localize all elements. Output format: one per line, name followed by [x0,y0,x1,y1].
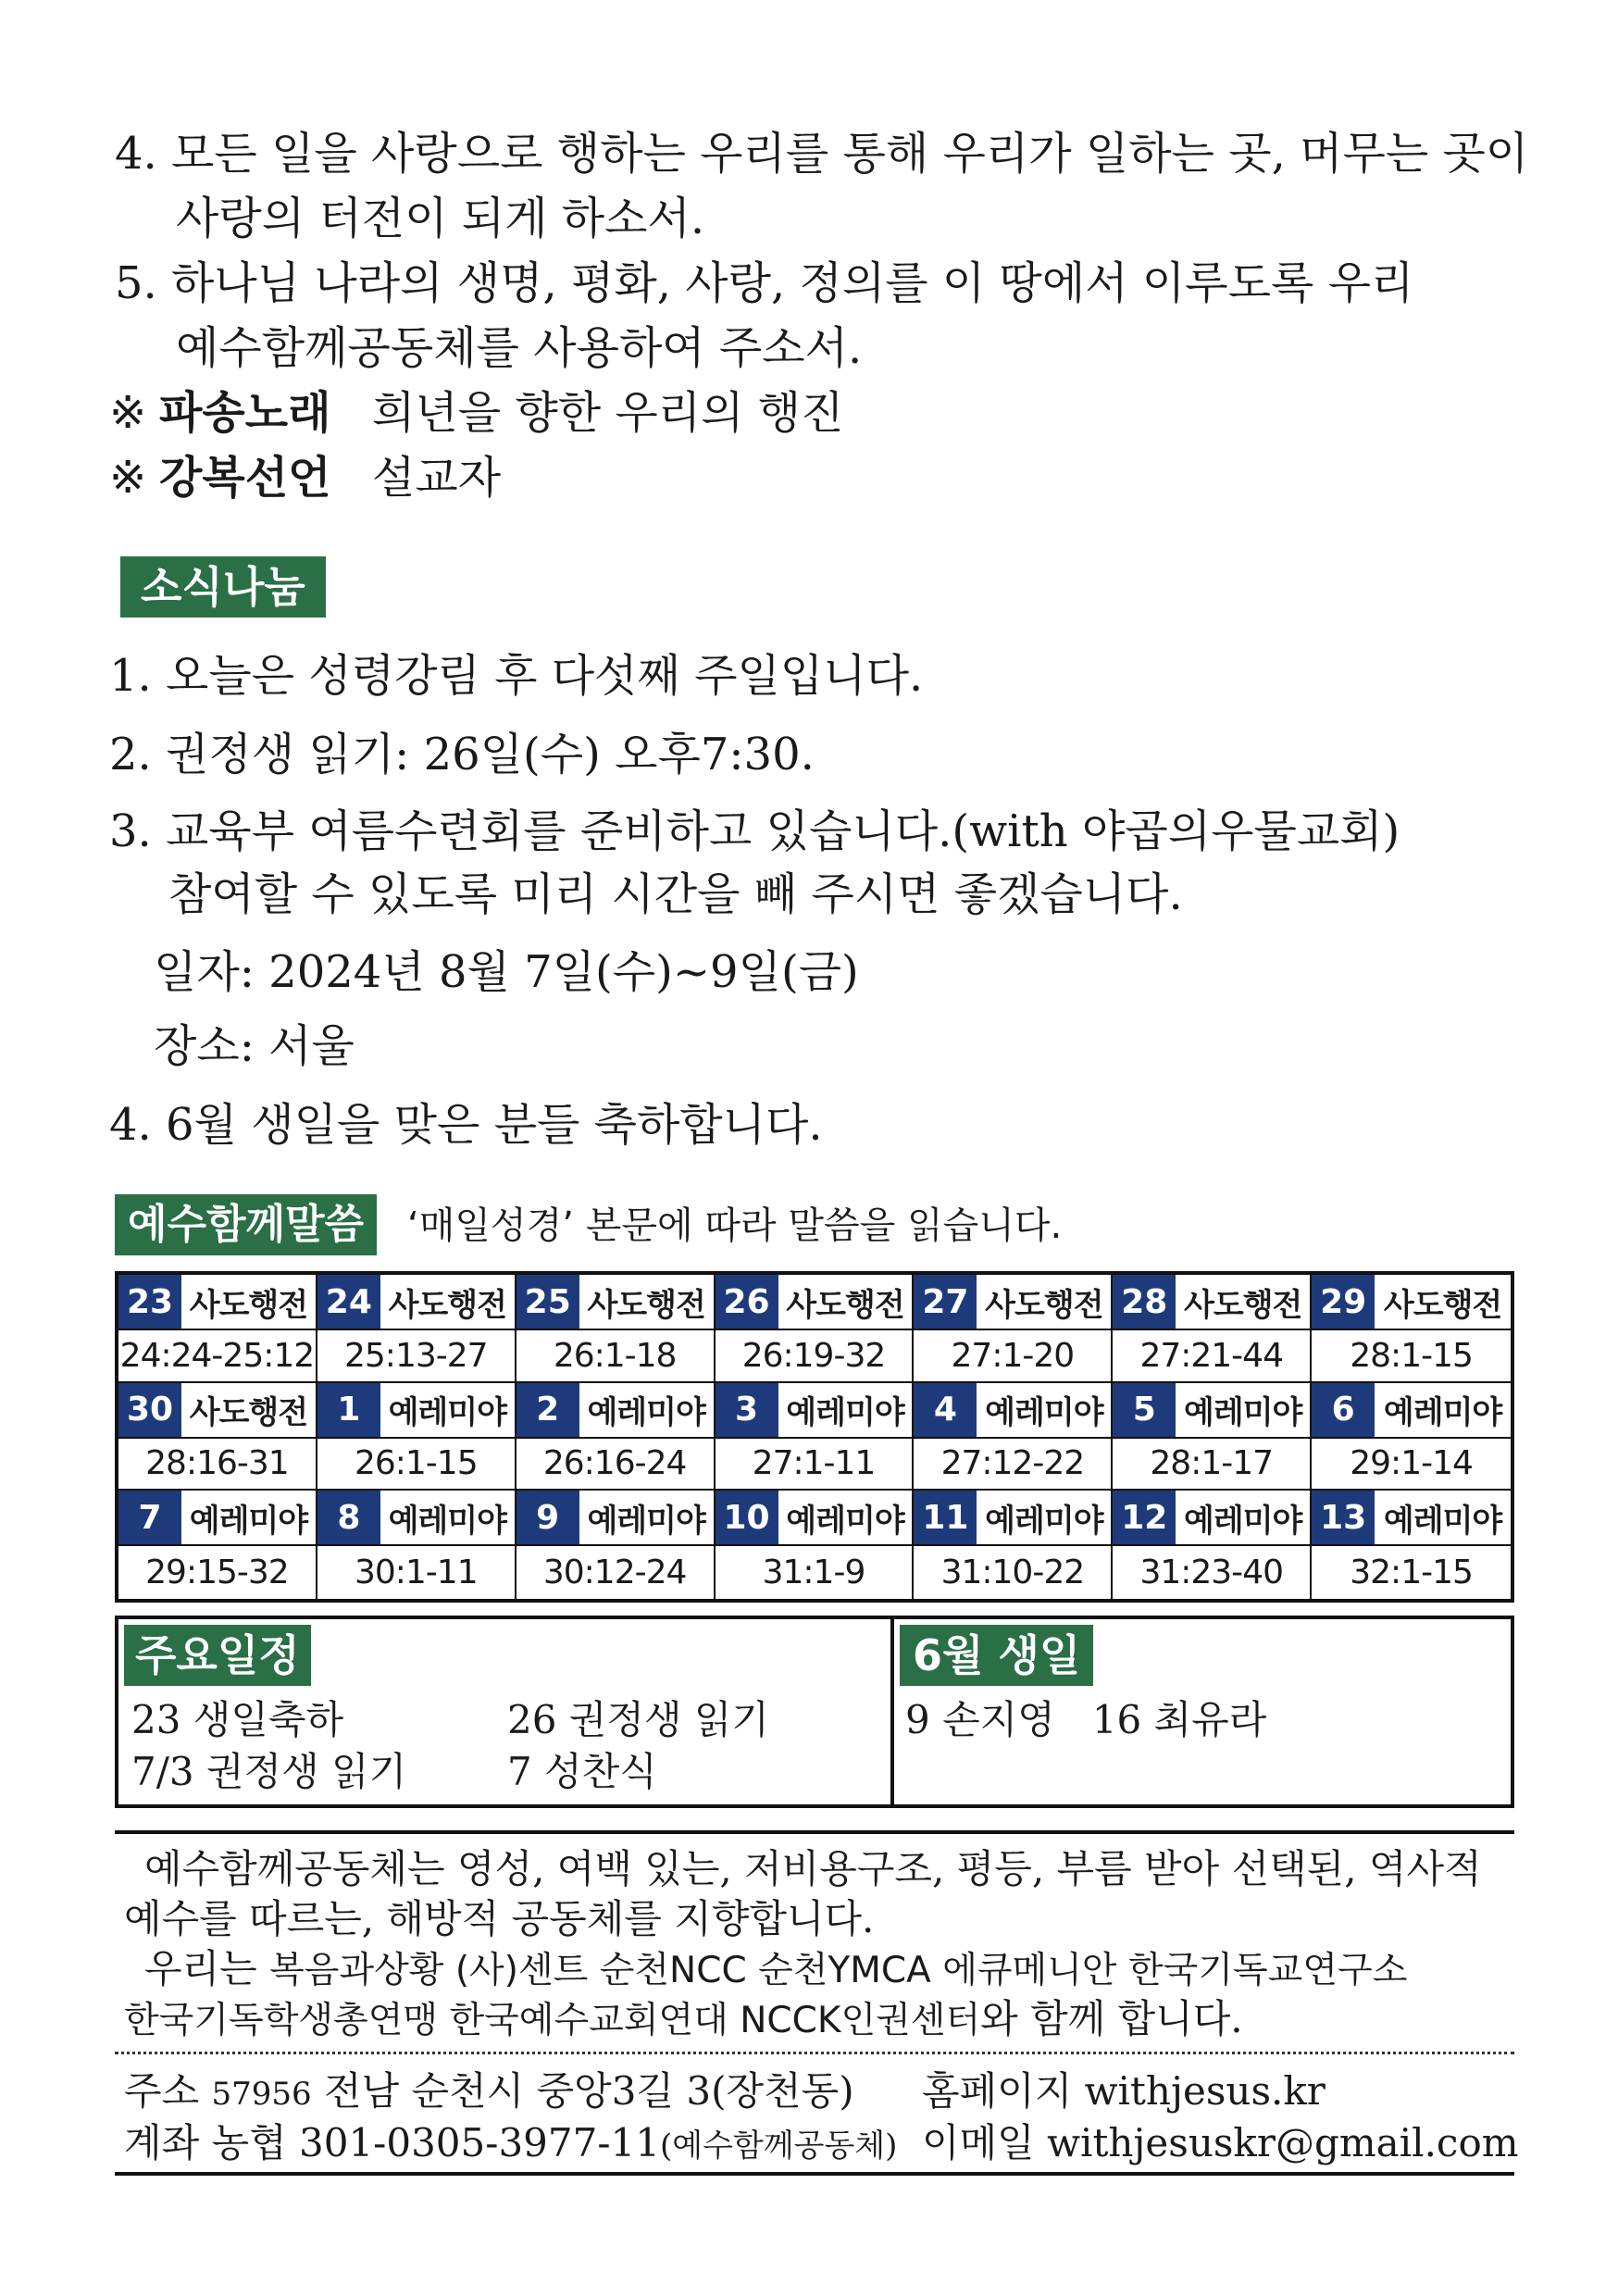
reading-cell-header [914,1275,1111,1330]
partners-prefix: 우리는 [144,1946,257,1991]
account-label: 계좌 [124,2120,200,2165]
reading-book: 예레미야 [985,1394,1103,1432]
email-label: 이메일 [922,2120,1035,2165]
reading-cell-header [118,1491,316,1546]
address: 전남 순천시 중앙3길 3(장천동) [324,2068,854,2114]
reading-verse: 29:1-14 [1350,1444,1473,1483]
readings-heading: 예수함께말씀 [115,1194,377,1255]
readings-note: ‘매일성경’ 본문에 따라 말씀을 읽습니다. [407,1204,1063,1247]
reading-cell-header [1312,1383,1511,1439]
reading-day: 11 [914,1491,977,1544]
reading-cell-header [1312,1491,1511,1546]
reading-book: 예레미야 [388,1394,506,1432]
reading-book: 예레미야 [1184,1502,1302,1540]
reading-book: 예레미야 [786,1502,904,1540]
homepage-label: 홈페이지 [922,2068,1073,2114]
news-item-1: 1. 오늘은 성령강림 후 다섯째 주일입니다. [109,650,924,702]
reading-day: 5 [1113,1383,1176,1437]
mission-line-1: 예수함께공동체는 영성, 여백 있는, 저비용구조, 평등, 부름 받아 선택된, 역사적 [144,1846,1482,1891]
schedule-item: 26 권정생 읽기 [507,1697,770,1742]
bottom-rule [115,2172,1514,2176]
reading-cell [716,1383,915,1491]
reading-book: 예레미야 [985,1502,1103,1540]
prayer-line-5-cont: 예수함께공동체를 사용하여 주소서. [176,322,863,374]
news-item-2: 2. 권정생 읽기: 26일(수) 오후7:30. [109,729,815,780]
reading-day: 2 [517,1383,579,1437]
reading-cell-header [517,1383,714,1439]
rubric-title: 파송노래 [159,387,331,439]
rubric-title: 강복선언 [159,452,331,504]
reading-verse: 30:1-11 [354,1554,478,1592]
reading-cell [914,1275,1113,1383]
reading-day: 29 [1312,1275,1375,1329]
reading-cell-header [517,1275,714,1330]
reading-cell [1113,1383,1312,1491]
birthday-list: 9 손지영 16 최유라 [905,1697,1267,1742]
reading-cell [1113,1491,1312,1599]
reading-book: 사도행전 [985,1286,1103,1324]
reading-cell [914,1491,1113,1599]
email-line [922,2118,1519,2168]
reading-book: 예레미야 [189,1502,308,1540]
reading-cell [517,1491,716,1599]
reading-verse: 30:12-24 [542,1554,687,1592]
partners-list: 복음과상황 (사)센트 순천NCC 순천YMCA 에큐메니안 한국기독교연구소 [269,1950,1408,1991]
reading-cell [1312,1275,1511,1383]
reading-verse: 26:1-15 [354,1444,478,1483]
reading-cell [1312,1383,1511,1491]
reading-cell-header [914,1491,1111,1546]
reading-day: 13 [1312,1491,1375,1544]
reading-book: 사도행전 [1184,1286,1302,1324]
reading-cell-header [1312,1275,1511,1330]
reading-book: 예레미야 [1184,1394,1302,1432]
reading-cell [317,1275,517,1383]
reading-cell [1113,1275,1312,1383]
dotted-separator [115,2052,1514,2054]
reading-day: 24 [317,1275,380,1329]
reading-book: 사도행전 [587,1286,705,1324]
reading-verse: 27:21-44 [1139,1336,1283,1375]
homepage-line [922,2066,1326,2116]
reading-verse: 28:16-31 [145,1444,289,1483]
account-line [124,2118,897,2171]
reading-day: 7 [118,1491,181,1544]
reading-cell [118,1275,317,1383]
reading-book: 사도행전 [1383,1286,1502,1324]
partners-line-2 [124,1994,1243,2046]
news-item-4: 4. 6월 생일을 맞은 분들 축하합니다. [109,1099,823,1151]
reading-day: 9 [517,1491,579,1544]
reference-mark: ※ [109,452,147,504]
prayer-line-4-cont: 사랑의 터전이 되게 하소서. [176,193,705,244]
reading-verse: 31:10-22 [940,1554,1085,1592]
reading-cell-header [1113,1275,1310,1330]
news-item-place: 장소: 서울 [154,1020,355,1072]
reading-verse: 27:12-22 [940,1444,1085,1483]
reading-verse: 24:24-25:12 [119,1336,315,1375]
news-item-3: 3. 교육부 여름수련회를 준비하고 있습니다.(with 야곱의우물교회) [109,805,1400,857]
account-holder: (예수함께공동체) [659,2128,898,2165]
rubric-sending-song [109,385,843,441]
news-item-date: 일자: 2024년 8월 7일(수)~9일(금) [154,946,859,998]
prayer-line-4: 4. 모든 일을 사랑으로 행하는 우리를 통해 우리가 일하는 곳, 머무는 곳이 [115,128,1529,180]
reading-verse: 27:1-20 [951,1336,1075,1375]
reading-book: 사도행전 [189,1394,308,1432]
schedule-heading: 주요일정 [124,1625,311,1686]
reading-cell [517,1275,716,1383]
reading-day: 1 [317,1383,380,1437]
reference-mark: ※ [109,387,147,439]
account-number: 농협 301-0305-3977-11 [211,2120,660,2165]
reading-day: 28 [1113,1275,1176,1329]
reading-verse: 26:1-18 [553,1336,677,1375]
homepage-link[interactable]: withjesus.kr [1084,2068,1326,2114]
reading-verse: 32:1-15 [1350,1554,1473,1592]
news-item-3-cont: 참여할 수 있도록 미리 시간을 빼 주시면 좋겠습니다. [168,868,1183,920]
email-link[interactable]: withjesuskr@gmail.com [1047,2120,1519,2165]
schedule-item: 7 성찬식 [507,1749,657,1794]
reading-verse: 31:1-9 [762,1554,865,1592]
partners-list: 한국기독학생총연맹 한국예수교회연대 NCCK인권센터 [124,2000,981,2041]
reading-day: 30 [118,1383,181,1437]
reading-day: 12 [1113,1491,1176,1544]
prayer-line-5: 5. 하나님 나라의 생명, 평화, 사랑, 정의를 이 땅에서 이루도록 우리 [115,257,1414,309]
separator-line [115,1830,1514,1834]
reading-cell [517,1383,716,1491]
reading-day: 4 [914,1383,977,1437]
reading-book: 예레미야 [786,1394,904,1432]
reading-cell-header [317,1275,515,1330]
mission-line-2: 예수를 따르는, 해방적 공동체를 지향합니다. [124,1896,875,1941]
reading-day: 26 [716,1275,778,1329]
reading-day: 27 [914,1275,977,1329]
reading-cell-header [517,1491,714,1546]
reading-cell-header [716,1275,913,1330]
reading-book: 사도행전 [388,1286,506,1324]
news-heading: 소식나눔 [120,556,326,618]
reading-day: 25 [517,1275,579,1329]
reading-day: 23 [118,1275,181,1329]
reading-cell [716,1491,915,1599]
reading-book: 예레미야 [388,1502,506,1540]
address-zip: 57956 [211,2076,312,2113]
reading-verse: 27:1-11 [752,1444,876,1483]
reading-day: 6 [1312,1383,1375,1437]
schedule-item: 23 생일축하 [131,1697,344,1742]
reading-cell [317,1383,517,1491]
reading-cell-header [317,1383,515,1439]
reading-cell [914,1383,1113,1491]
reading-cell [1312,1491,1511,1599]
reading-book: 예레미야 [587,1394,705,1432]
reading-verse: 28:1-15 [1350,1336,1473,1375]
reading-schedule-table [115,1271,1514,1603]
birthday-heading: 6월 생일 [900,1625,1093,1686]
reading-cell-header [716,1383,913,1439]
reading-book: 사도행전 [786,1286,904,1324]
box-divider [890,1619,894,1804]
reading-day: 10 [716,1491,778,1544]
partners-line-1 [144,1944,1407,1996]
address-line [124,2066,854,2119]
reading-cell-header [1113,1383,1310,1439]
partners-suffix: 와 함께 합니다. [980,1996,1243,2041]
reading-cell [118,1491,317,1599]
address-label: 주소 [124,2068,200,2114]
reading-day: 8 [317,1491,380,1544]
reading-verse: 28:1-17 [1150,1444,1274,1483]
schedule-birthday-box [115,1616,1514,1808]
reading-book: 예레미야 [1383,1394,1502,1432]
reading-cell [118,1383,317,1491]
rubric-text: 설교자 [372,452,502,504]
reading-verse: 26:16-24 [542,1444,687,1483]
reading-cell-header [118,1383,316,1439]
reading-day: 3 [716,1383,778,1437]
reading-book: 예레미야 [587,1502,705,1540]
rubric-text: 희년을 향한 우리의 행진 [372,387,844,439]
schedule-item: 7/3 권정생 읽기 [131,1749,407,1794]
reading-cell-header [1113,1491,1310,1546]
reading-cell [716,1275,915,1383]
reading-cell-header [914,1383,1111,1439]
reading-cell-header [118,1275,316,1330]
reading-cell-header [317,1491,515,1546]
reading-verse: 29:15-32 [145,1554,289,1592]
rubric-benediction [109,450,501,505]
reading-verse: 26:19-32 [741,1336,886,1375]
reading-cell [317,1491,517,1599]
reading-cell-header [716,1491,913,1546]
reading-verse: 31:23-40 [1139,1554,1283,1592]
reading-verse: 25:13-27 [344,1336,488,1375]
reading-book: 사도행전 [189,1286,308,1324]
reading-book: 예레미야 [1383,1502,1502,1540]
